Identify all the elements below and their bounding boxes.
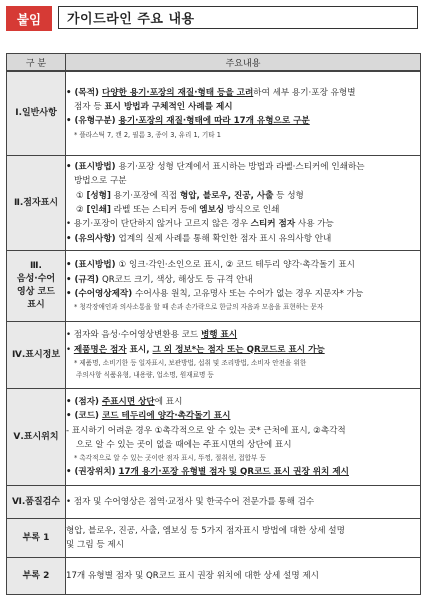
table-row xyxy=(7,486,421,519)
table-row xyxy=(7,156,421,251)
content-line: • 점자 및 수어영상은 점역·교정사 및 한국수어 전문가를 통해 검수 xyxy=(66,496,315,507)
content-line: ① [성형] 용기·포장에 직접 형압, 블로우, 진공, 사출 등 성형 xyxy=(76,190,304,201)
row-label-text: Ⅴ.표시위치 xyxy=(13,431,59,442)
content-line: • 점자와 음성·수어영상변환용 코드 병행 표시 xyxy=(66,330,238,341)
content-line: • (표시방법) 용기·포장 성형 단계에서 표시하는 방법과 라벨·스티커에 인쇄하는 xyxy=(66,162,365,173)
row-label-text: Ⅳ.표시정보 xyxy=(11,349,61,360)
row-label-text: 영상 코드 xyxy=(17,287,55,297)
guideline-table xyxy=(6,53,421,595)
column-header-content: 주요내용 xyxy=(66,54,421,72)
content-line: • (수어영상제작) 수어사용 원칙, 고유명사 또는 수어가 없는 경우 지문자* 가능 xyxy=(66,288,364,299)
page-title: 가이드라인 주요 내용 xyxy=(58,6,418,29)
row-label-text: Ⅵ.품질검수 xyxy=(11,496,61,507)
row-label-text: Ⅰ.일반사항 xyxy=(15,108,57,118)
row-label-info xyxy=(7,322,66,389)
row-label-code xyxy=(7,251,66,322)
row-content-code xyxy=(66,251,421,322)
row-content-position xyxy=(66,389,421,486)
content-line: 방법으로 구분 xyxy=(74,176,127,187)
footnote-line: 주의사항 식품유형, 내용량, 업소명, 원재료명 등 xyxy=(76,371,214,380)
content-line: 및 그림 등 제시 xyxy=(66,540,125,550)
content-line: • (표시방법) ① 잉크·각인·소인으로 표시, ② 코드 테두리 양각·촉각돌기 표시 xyxy=(66,260,355,271)
footnote-line: * 촉각적으로 알 수 있는 곳이란 점자 표시, 뚜껑, 절취선, 접합부 등 xyxy=(74,454,266,463)
row-content-info xyxy=(66,322,421,389)
header xyxy=(6,6,420,31)
content-line: • 제품명은 점자 표시, 그 외 정보*는 점자 또는 QR코드로 표시 가능 xyxy=(66,344,325,355)
row-label-text: 음성·수어 xyxy=(16,274,56,284)
content-line: ② [인쇄] 라벨 또는 스티커 등에 엠보싱 방식으로 인쇄 xyxy=(76,205,280,215)
row-label-text: 부록 2 xyxy=(22,570,50,581)
footnote-line: * 제품명, 소비기한 등 일자표시, 보관방법, 섭취 및 조리방법, 소비자 안전을 위한 xyxy=(74,358,307,367)
row-label-text: Ⅱ.점자표시 xyxy=(13,197,59,208)
row-label-general xyxy=(7,71,66,156)
attachment-tag: 붙임 xyxy=(6,6,52,31)
content-line: 형압, 블로우, 진공, 사출, 엠보싱 등 5가지 점자표시 방법에 대한 상세 설명 xyxy=(66,525,345,536)
content-line: • (규격) QR코드 크기, 색상, 해상도 등 규격 안내 xyxy=(66,274,253,285)
row-label-text: 표시 xyxy=(27,300,45,310)
row-content-appendix-1 xyxy=(66,519,421,558)
row-content-general xyxy=(66,71,421,156)
row-label-braille xyxy=(7,156,66,251)
content-line: • (권장위치) 17개 용기·포장 유형별 점자 및 QR코드 표시 권장 위치 제시 xyxy=(66,466,349,477)
table-row xyxy=(7,519,421,558)
row-label-appendix-2 xyxy=(7,558,66,595)
content-line: • 용기·포장이 단단하지 않거나 고르지 않은 경우 스티커 점자 사용 가능 xyxy=(66,219,334,230)
content-line: 17개 유형별 점자 및 QR코드 표시 권장 위치에 대한 상세 설명 제시 xyxy=(66,570,319,581)
row-content-appendix-2 xyxy=(66,558,421,595)
table-header-row xyxy=(7,54,421,72)
row-content-quality xyxy=(66,486,421,519)
content-line: • (유의사항) 업계의 실제 사례를 통해 확인한 점자 표시 유의사항 안내 xyxy=(66,233,332,244)
table-row xyxy=(7,322,421,389)
row-label-text: Ⅲ. xyxy=(30,261,42,271)
content-line: • (목적) 다양한 용기·포장의 재질·형태 등을 고려하여 세부 용기·포장 유형별 xyxy=(66,87,356,98)
row-label-text: 부록 1 xyxy=(22,532,50,543)
footnote-line: * 청각장애인과 의사소통을 할 때 손과 손가락으로 한글의 자음과 모음을 표현하는 문자 xyxy=(74,303,324,312)
table-row xyxy=(7,71,421,156)
content-line: • (점자) 주표시면 상단에 표시 xyxy=(66,397,183,407)
content-line: • (코드) 코드 테두리에 양각·촉각돌기 표시 xyxy=(66,411,231,422)
content-line: - 표시하기 어려운 경우 ①촉각적으로 알 수 있는 곳* 근처에 표시, ②촉각적 xyxy=(66,425,346,436)
row-content-braille xyxy=(66,156,421,251)
row-label-quality xyxy=(7,486,66,519)
row-label-position xyxy=(7,389,66,486)
row-label-appendix-1 xyxy=(7,519,66,558)
table-row xyxy=(7,389,421,486)
column-header-category: 구 분 xyxy=(7,54,66,72)
content-line: 점자 등 표시 방법과 구체적인 사례를 제시 xyxy=(74,102,233,113)
footnote-line: * 플라스틱 7, 캔 2, 필름 3, 종이 3, 유리 1, 기타 1 xyxy=(74,130,221,139)
table-row xyxy=(7,558,421,595)
content-line: • (유형구분) 용기·포장의 재질·형태에 따라 17개 유형으로 구분 xyxy=(66,116,310,127)
table-row xyxy=(7,251,421,322)
content-line: 으로 알 수 있는 곳이 없을 때에는 주표시면의 상단에 표시 xyxy=(76,439,292,450)
